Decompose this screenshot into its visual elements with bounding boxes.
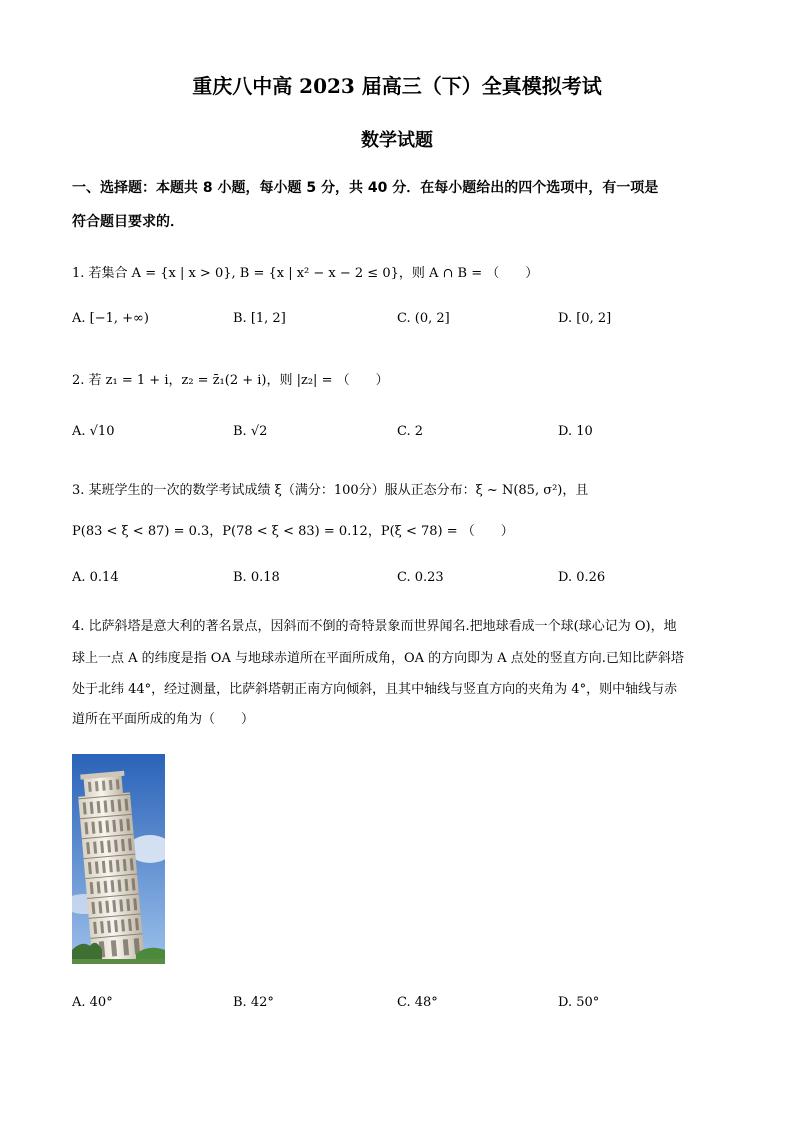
section-heading-line1: 一、选择题：本题共 8 小题，每小题 5 分，共 40 分．在每小题给出的四个选项中，有一项是	[72, 180, 659, 196]
pisa-tower-image	[72, 754, 165, 964]
question-4-line1: 4. 比萨斜塔是意大利的著名景点，因斜而不倒的奇特景象而世界闻名.把地球看成一个球(球心记为 O)，地	[72, 619, 677, 634]
question-4-line2: 球上一点 A 的纬度是指 OA 与地球赤道所在平面所成角，OA 的方向即为 A 点处的竖直方向.已知比萨斜塔	[72, 651, 684, 666]
question-4-line4: 道所在平面所成的角为（ ）	[72, 712, 255, 727]
q2-option-d[interactable]: D. 10	[558, 424, 593, 439]
section-heading-line2: 符合题目要求的．	[72, 214, 184, 230]
question-1-text: 1. 若集合 A = {x | x > 0}, B = {x | x² − x − 2 ≤ 0}，则 A ∩ B = （ ）	[72, 266, 539, 281]
q4-option-d[interactable]: D. 50°	[558, 995, 600, 1010]
q3-option-b[interactable]: B. 0.18	[233, 570, 280, 585]
q1-option-d[interactable]: D. [0, 2]	[558, 311, 612, 326]
q1-option-b[interactable]: B. [1, 2]	[233, 311, 286, 326]
q4-option-b[interactable]: B. 42°	[233, 995, 274, 1010]
q1-option-a[interactable]: A. [−1, +∞)	[72, 311, 149, 326]
q1-option-c[interactable]: C. (0, 2]	[397, 311, 450, 326]
q3-option-a[interactable]: A. 0.14	[72, 570, 119, 585]
question-3-line2: P(83 < ξ < 87) = 0.3，P(78 < ξ < 83) = 0.12，P(ξ < 78) = （ ）	[72, 524, 514, 539]
q4-option-c[interactable]: C. 48°	[397, 995, 438, 1010]
exam-title: 重庆八中高 2023 届高三（下）全真模拟考试	[192, 74, 602, 98]
q3-option-d[interactable]: D. 0.26	[558, 570, 606, 585]
subject-title: 数学试题	[361, 130, 433, 151]
q4-option-a[interactable]: A. 40°	[72, 995, 113, 1010]
q2-option-a[interactable]: A. √10	[72, 424, 115, 439]
question-2-text: 2. 若 z₁ = 1 + i，z₂ = z̄₁(2 + i)，则 |z₂| = （ ）	[72, 373, 389, 388]
q2-option-b[interactable]: B. √2	[233, 424, 268, 439]
q3-option-c[interactable]: C. 0.23	[397, 570, 444, 585]
q2-option-c[interactable]: C. 2	[397, 424, 424, 439]
question-3-line1: 3. 某班学生的一次的数学考试成绩 ξ（满分：100分）服从正态分布：ξ ~ N(85, σ²)，且	[72, 483, 589, 498]
question-4-line3: 处于北纬 44°，经过测量，比萨斜塔朝正南方向倾斜，且其中轴线与竖直方向的夹角为 4°，则中轴线与赤	[72, 682, 678, 697]
